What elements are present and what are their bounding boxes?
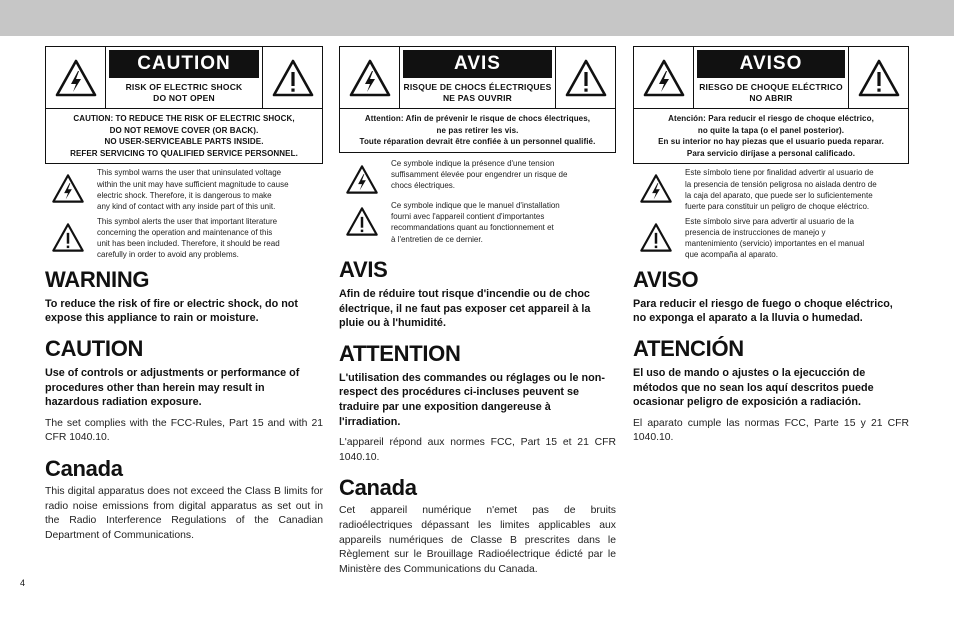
attention-section — [339, 341, 616, 466]
label-heading: CAUTION — [109, 50, 259, 78]
symbol-text: Este símbolo tiene por finalidad advertir al usuario de la presencia de tensión peligrosa no aislada dentro de la caja del aparato, que puede ser lo suficientemente fuerte para constituir un peligro de choque eléctrico. — [685, 168, 877, 212]
header-bar — [0, 0, 954, 36]
section-paragraph: L'appareil répond aux normes FCC, Part 15 et 21 CFR 1040.10. — [339, 437, 616, 463]
symbol-explanation — [633, 216, 909, 261]
section-paragraph: The set complies with the FCC-Rules, Part 15 and with 21 CFR 1040.10. — [45, 417, 323, 444]
symbol-text: Ce symbole indique la présence d'une tension suffisamment élevée pour engendrer un risque de chocs électriques. — [391, 158, 568, 191]
label-subtitle: RISQUE DE CHOCS ÉLECTRIQUES NE PAS OUVRIR — [403, 82, 552, 103]
symbol-explanation — [339, 200, 616, 245]
caution-label — [45, 46, 323, 164]
section-paragraph: El aparato cumple las normas FCC, Parte 15 y 21 CFR 1040.10. — [633, 417, 909, 444]
label-heading: AVIS — [403, 50, 552, 78]
lightning-triangle-icon — [340, 47, 400, 108]
aviso-label — [633, 46, 909, 164]
exclamation-triangle-icon — [262, 47, 322, 108]
section-title: Canada — [339, 475, 417, 501]
symbol-text: This symbol warns the user that uninsulated voltage within the unit may have sufficient magnitude to cause electric shock. Therefore, it is dangerous to make any kind of contact with any inside part of this unit. — [97, 168, 289, 212]
lightning-triangle-icon — [46, 47, 106, 108]
section-bold-text: Use of controls or adjustments or performance of procedures other than herein may result in hazardous radiation exposure. — [45, 366, 300, 409]
label-body: CAUTION: TO REDUCE THE RISK OF ELECTRIC SHOCK, DO NOT REMOVE COVER (OR BACK). NO USER-SERVICEABLE PARTS INSIDE. REFER SERVICING TO QUALIFIED SERVICE PERSONNEL. — [70, 114, 298, 158]
avis-section — [339, 257, 616, 331]
label-body: Attention: Afin de prévenir le risque de chocs électriques, ne pas retirer les vis. Toute réparation devrait être confiée à un personnel qualifié. — [359, 114, 596, 147]
exclamation-triangle-icon — [339, 200, 385, 245]
lightning-triangle-icon — [45, 167, 91, 212]
exclamation-triangle-icon — [633, 216, 679, 261]
section-title: CAUTION — [45, 335, 144, 361]
label-subtitle: RISK OF ELECTRIC SHOCK DO NOT OPEN — [125, 82, 243, 103]
section-title: AVIS — [339, 256, 388, 282]
section-bold-text: To reduce the risk of fire or electric shock, do not expose this appliance to rain or moisture. — [45, 297, 298, 325]
lightning-triangle-icon — [633, 167, 679, 212]
symbol-text: This symbol alerts the user that important literature concerning the operation and maintenance of this unit has been included. Therefore, it should be read carefully in order to avoid any problems. — [97, 216, 280, 260]
caution-section — [45, 336, 323, 446]
section-title: Canada — [45, 455, 123, 481]
section-title: ATTENTION — [339, 340, 461, 366]
french-column — [339, 46, 616, 577]
aviso-section — [633, 267, 909, 326]
warning-section — [45, 267, 323, 326]
symbol-text: Ce symbole indique que le manuel d'installation fourni avec l'appareil contient d'importantes recommandations quant au fonctionnement et à l'entretien de ce dernier. — [391, 200, 560, 244]
lightning-triangle-icon — [634, 47, 694, 108]
lightning-triangle-icon — [339, 158, 385, 195]
section-bold-text: L'utilisation des commandes ou réglages ou le non- respect des procédures ci-incluses peuvent se traduire par une exposition dangereuse à l'irradiation. — [339, 371, 605, 428]
spanish-column — [633, 46, 909, 446]
section-title: ATENCIÓN — [633, 335, 744, 361]
english-column — [45, 46, 323, 543]
symbol-explanation — [45, 216, 323, 261]
avis-label — [339, 46, 616, 153]
canada-section — [45, 456, 323, 543]
canada-section — [339, 475, 616, 577]
section-paragraph: This digital apparatus does not exceed the Class B limits for radio noise emissions from digital apparatus as set out in the Radio Interference Regulations of the Canadian Department of Communications. — [45, 485, 323, 541]
atencion-section — [633, 336, 909, 446]
label-subtitle: RIESGO DE CHOQUE ELÉCTRICO NO ABRIR — [699, 82, 843, 103]
exclamation-triangle-icon — [848, 47, 908, 108]
symbol-text: Este símbolo sirve para advertir al usuario de la presencia de instrucciones de manejo y mantenimiento (servicio) importantes en el manual que acompaña al aparato. — [685, 216, 865, 260]
exclamation-triangle-icon — [555, 47, 615, 108]
section-bold-text: Afin de réduire tout risque d'incendie ou de choc électrique, il ne faut pas exposer cet appareil à la pluie ou à l'humidité. — [339, 287, 591, 330]
section-paragraph: Cet appareil numérique n'emet pas de bruits radioélectriques dépassant les limites applicables aux appareils numériques de Classe B prescrites dans le Règlement sur le Brouillage Radioélectrique édicté par le Ministère des Communications du Canada. — [339, 505, 616, 575]
symbol-explanation — [339, 158, 616, 195]
section-title: WARNING — [45, 266, 150, 292]
exclamation-triangle-icon — [45, 216, 91, 261]
label-body: Atención: Para reducir el riesgo de choque eléctrico, no quite la tapa (o el panel posterior). En su interior no hay piezas que el usuario pueda reparar. Para servicio diríjase a personal calificado. — [658, 114, 884, 158]
label-heading: AVISO — [697, 50, 845, 78]
symbol-explanation — [633, 167, 909, 212]
page-number: 4 — [20, 578, 26, 588]
section-title: AVISO — [633, 266, 699, 292]
symbol-explanation — [45, 167, 323, 212]
section-bold-text: Para reducir el riesgo de fuego o choque eléctrico, no exponga el aparato a la lluvia o humedad. — [633, 297, 893, 325]
section-bold-text: El uso de mando o ajustes o la ejecucción de métodos que no sean los aquí descritos puede ocasionar peligro de exposición a radiación. — [633, 366, 874, 409]
